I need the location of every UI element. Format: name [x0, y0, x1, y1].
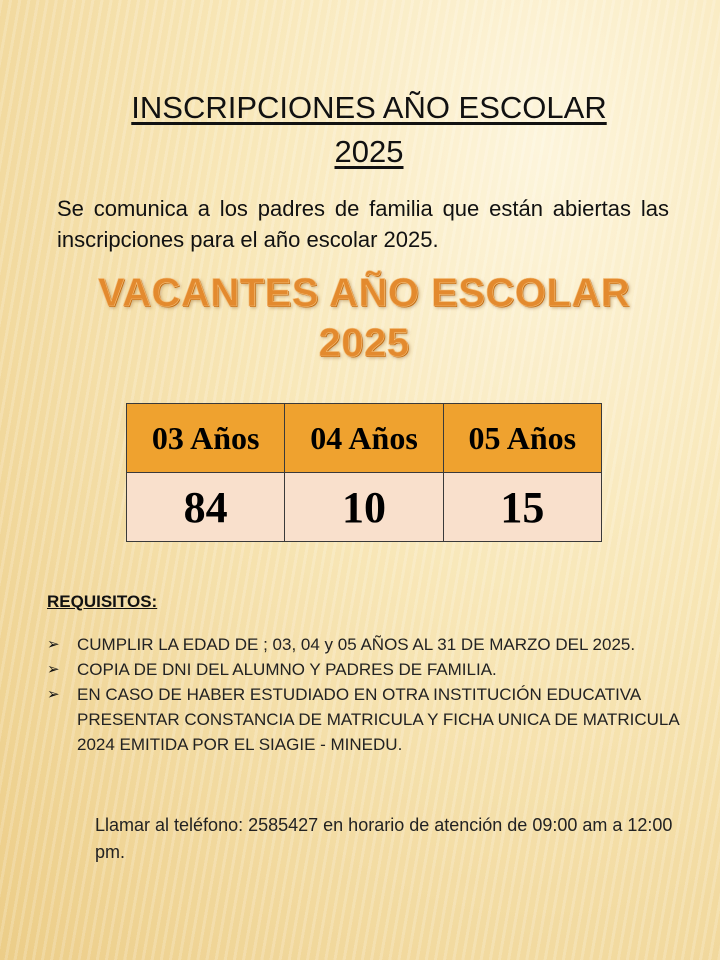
table-header-row — [127, 404, 602, 473]
arrow-bullet-icon: ➢ — [47, 686, 60, 703]
title-line-1: INSCRIPCIONES AÑO ESCOLAR — [131, 90, 607, 125]
table-row — [127, 473, 602, 542]
page-title — [0, 86, 720, 174]
requisitos-list — [47, 632, 687, 757]
list-item — [47, 632, 687, 657]
vacancies-table — [126, 403, 602, 542]
arrow-bullet-icon: ➢ — [47, 636, 60, 653]
list-item — [47, 682, 687, 757]
vacantes-line-1: VACANTES AÑO ESCOLAR — [97, 271, 631, 315]
vacantes-heading — [0, 268, 720, 368]
vacantes-line-2: 2025 — [318, 321, 410, 365]
list-item — [47, 657, 687, 682]
table-value-cell: 15 — [443, 473, 601, 542]
table-header-cell: 05 Años — [443, 404, 601, 473]
table-value-cell: 10 — [285, 473, 443, 542]
contact-info: Llamar al teléfono: 2585427 en horario de atención de 09:00 am a 12:00 pm. — [95, 815, 673, 862]
requisito-text: EN CASO DE HABER ESTUDIADO EN OTRA INSTITUCIÓN EDUCATIVA PRESENTAR CONSTANCIA DE MATRICULA Y FICHA UNICA DE MATRICULA 2024 EMITIDA POR EL SIAGIE - MINEDU. — [77, 685, 679, 754]
requisitos-heading: REQUISITOS: — [47, 592, 158, 611]
table-header-cell: 04 Años — [285, 404, 443, 473]
arrow-bullet-icon: ➢ — [47, 661, 60, 678]
table-header-cell: 03 Años — [127, 404, 285, 473]
table-value-cell: 84 — [127, 473, 285, 542]
intro-paragraph: Se comunica a los padres de familia que están abiertas las inscripciones para el año escolar 2025. — [57, 196, 669, 252]
title-line-2: 2025 — [334, 134, 404, 169]
requisito-text: CUMPLIR LA EDAD DE ; 03, 04 y 05 AÑOS AL 31 DE MARZO DEL 2025. — [77, 635, 636, 654]
requisito-text: COPIA DE DNI DEL ALUMNO Y PADRES DE FAMILIA. — [77, 660, 497, 679]
